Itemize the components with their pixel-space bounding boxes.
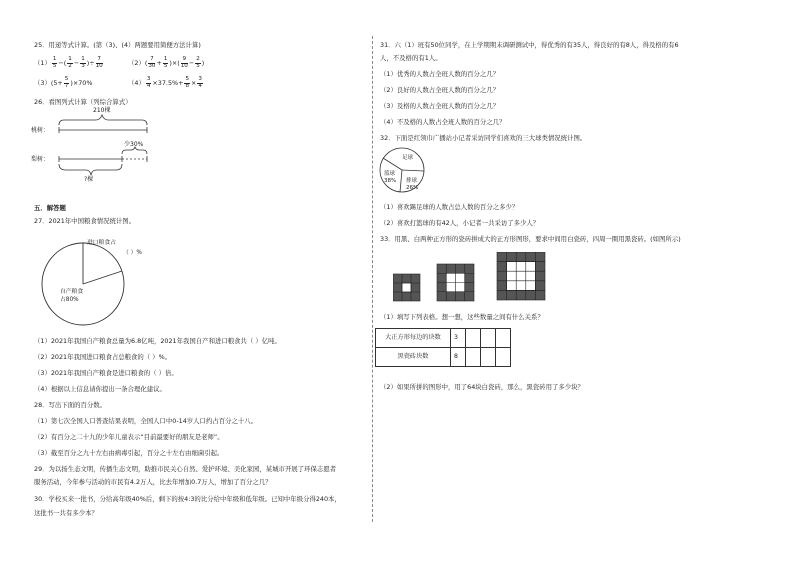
numerator: 1 bbox=[163, 56, 168, 62]
q25-problem-1: （1） $\frac{1}{5}$ −( $\frac{1}{2}$ − $\frac{1}{3}$ )÷ $\frac{7}{10}$ bbox=[34, 56, 103, 69]
q26-title: 26．看图列式计算（列综合算式） bbox=[34, 98, 132, 106]
section-5-heading: 五．解答题 bbox=[34, 204, 66, 212]
q25-problem-3 bbox=[34, 77, 92, 89]
numerator: 9 bbox=[182, 56, 187, 62]
fraction bbox=[52, 57, 58, 69]
numerator: 5 bbox=[64, 76, 69, 82]
denominator: 7 bbox=[64, 82, 69, 89]
denominator: 4 bbox=[198, 82, 202, 89]
q33-table bbox=[375, 328, 511, 367]
football-label: 足球 bbox=[402, 155, 414, 161]
row-header: 大正方形每边的块数 bbox=[376, 329, 451, 348]
tile-figure-4x4 bbox=[437, 264, 474, 301]
table-row bbox=[376, 348, 511, 367]
peach-label: 桃树： bbox=[31, 127, 50, 134]
fraction bbox=[181, 57, 188, 69]
self-label: 自产粮食 bbox=[60, 289, 84, 295]
pear-label: 梨树： bbox=[31, 156, 50, 163]
q28-sub-1: （1）第七次全国人口普查结果表明，全国人口中0-14岁人口约占百分之十八。 bbox=[34, 417, 258, 425]
table-cell: 8 bbox=[451, 348, 466, 367]
q25-problem-2: （2）( $\frac{7}{30}$ + $\frac{1}{5}$ )×( $\frac{9}{10}$ − $\frac{2}{5}$ ) bbox=[128, 56, 205, 69]
white-tiles bbox=[507, 262, 536, 291]
basketball-pct: 38% bbox=[384, 178, 397, 184]
numerator: 7 bbox=[97, 56, 101, 62]
numerator: 2 bbox=[196, 56, 200, 62]
self-pct: 占80% bbox=[60, 297, 79, 303]
denominator: 8 bbox=[185, 82, 189, 89]
label: （3） bbox=[34, 79, 51, 88]
denominator: 5 bbox=[196, 62, 200, 69]
q27-sub-3: （3）2021年我国自产粮食是进口粮食的（ ）倍。 bbox=[34, 369, 178, 377]
q30-line-2: 这批书一共有多少本？ bbox=[34, 509, 98, 517]
table-cell-empty[interactable] bbox=[481, 329, 496, 348]
denominator: 2 bbox=[68, 62, 72, 69]
q31-sub-4: （4）不及格的人数占全班人数的百分之几？ bbox=[380, 118, 506, 126]
q29-line-2: 服务活动，今年参与活动的市民有4.2万人，比去年增加0.7万人，增加了百分之几？ bbox=[34, 478, 272, 486]
numerator: 1 bbox=[68, 56, 72, 62]
volleyball-pct: 26% bbox=[406, 185, 419, 191]
denominator: 3 bbox=[81, 62, 85, 69]
q32-sub-2: （2）喜欢打篮球的有42人，小记者一共采访了多少人？ bbox=[380, 219, 540, 227]
row-header: 黑瓷砖块数 bbox=[376, 348, 451, 367]
q27-sub-2: （2）2021年我国进口粮食占总粮食的（ ）%。 bbox=[34, 353, 172, 361]
q25-problem-4: （4） $\frac{3}{4}$ ×37.5%+ $\frac{5}{8}$ × $\frac{3}{4}$ bbox=[128, 76, 202, 89]
q32-sub-1: （1）喜欢踢足球的人数占总人数的百分之多少？ bbox=[380, 203, 519, 211]
numerator: 3 bbox=[198, 76, 202, 82]
numerator: 5 bbox=[185, 76, 189, 82]
q28-title: 28．写出下面的百分数。 bbox=[34, 401, 107, 409]
numerator: 1 bbox=[52, 56, 57, 62]
fraction bbox=[96, 57, 103, 69]
denominator: 5 bbox=[163, 62, 168, 69]
table-cell-empty[interactable] bbox=[496, 329, 511, 348]
q32-title: 32．下面是红领巾广播站小记者采访同学们喜欢的三大球类情况统计图。 bbox=[380, 134, 587, 142]
column-divider bbox=[372, 36, 373, 522]
fraction bbox=[148, 57, 155, 69]
q25-title: 25．用递等式计算。(第（3)、(4）两题要用简便方法计算) bbox=[34, 41, 201, 49]
total-label: 210棵 bbox=[93, 107, 111, 114]
label: （4） bbox=[128, 79, 145, 88]
q31-sub-2: （2）良好的人数占全班人数的百分之几？ bbox=[380, 86, 500, 94]
q33-tile-figures bbox=[393, 252, 553, 312]
q28-sub-3: （3）截至百分之九十左右由病毒引起，百分之十左右由细菌引起。 bbox=[34, 449, 224, 457]
import-pct: （ ）% bbox=[123, 250, 142, 256]
fraction bbox=[195, 57, 201, 69]
q26-segment-diagram bbox=[34, 110, 184, 182]
q27-title: 27．2021年中国粮食情况统计图。 bbox=[34, 217, 136, 225]
denominator: 30 bbox=[148, 62, 156, 69]
fraction bbox=[64, 77, 70, 89]
table-cell-empty[interactable] bbox=[481, 348, 496, 367]
q30-line-1: 30．学校买来一批书，分给高年级40%后，剩下的按4:3的比分给中年级和低年级。已知中年级分得240本， bbox=[34, 495, 341, 503]
top-brace bbox=[59, 115, 147, 125]
denominator: 4 bbox=[146, 82, 151, 89]
denominator: 10 bbox=[180, 62, 188, 69]
numerator: 7 bbox=[150, 56, 154, 62]
denominator: 5 bbox=[52, 62, 57, 69]
fraction bbox=[197, 77, 203, 89]
basketball-label: 篮球 bbox=[384, 171, 396, 177]
table-cell: 3 bbox=[451, 329, 466, 348]
volleyball-label: 排球 bbox=[406, 178, 418, 184]
q33-sub-2: （2）如果所拼的图形中，用了64块白瓷砖，那么，黑瓷砖用了多少块？ bbox=[380, 383, 584, 391]
numerator: 3 bbox=[146, 76, 151, 82]
less-label: 少30% bbox=[124, 141, 144, 148]
fraction bbox=[80, 57, 86, 69]
q33-title: 33．用黑、白两种正方形的瓷砖拼成大的正方形图形，要求中间用白瓷砖，四周一圈用黑瓷砖。(如图所示) bbox=[380, 235, 681, 243]
table-row bbox=[376, 329, 511, 348]
q27-pie-chart bbox=[38, 240, 128, 330]
fraction bbox=[184, 77, 190, 89]
q29-line-1: 29．为以扬生态文明，传播生态文明，助推市民关心自然、爱护环境、美化家园，某城市开展了环保志愿者 bbox=[34, 465, 337, 473]
fraction bbox=[163, 57, 169, 69]
numerator: 1 bbox=[81, 56, 85, 62]
bottom-brace bbox=[59, 164, 122, 175]
q31-line-1: 31．六（1）班有50位同学，在上学期期末调研测试中，得优秀的有35人，得良好的有8人，得及格的有6 bbox=[380, 41, 679, 49]
label: （2） bbox=[128, 59, 145, 68]
tile-figure-3x3 bbox=[393, 274, 420, 301]
q31-sub-1: （1）优秀的人数占全班人数的百分之几？ bbox=[380, 70, 500, 78]
q27-sub-1: （1）2021年我国自产粮食总量为6.8亿吨，2021年我国自产和进口粮食共（ ）亿吨。 bbox=[34, 337, 281, 345]
q31-line-2: 人，不及格的有1人。 bbox=[380, 54, 442, 62]
label: （1） bbox=[34, 59, 51, 68]
q27-sub-4: （4）根据以上信息请你提出一条合理化建议。 bbox=[34, 385, 166, 393]
q31-sub-3: （3）及格的人数占全班人数的百分之几？ bbox=[380, 102, 500, 110]
tile-figure-5x5 bbox=[497, 252, 545, 300]
expr-prefix: (5+ bbox=[50, 79, 63, 88]
q28-sub-2: （2）有百分之二十九的少年儿童表示“目前最要好的朋友是老师”。 bbox=[34, 433, 224, 441]
fraction bbox=[146, 77, 152, 89]
unknown-label: ?棵 bbox=[84, 176, 94, 183]
table-cell-empty[interactable] bbox=[496, 348, 511, 367]
expr-middle: ×37.5%+ bbox=[152, 79, 184, 88]
table-cell-empty[interactable] bbox=[466, 348, 481, 367]
fraction bbox=[67, 57, 73, 69]
q33-sub-1: （1）填写下列表格。想一想，这些数量之间有什么关系？ bbox=[380, 313, 544, 321]
table-cell-empty[interactable] bbox=[466, 329, 481, 348]
import-label: 进口粮食占 bbox=[87, 240, 116, 246]
expr-suffix: )×70% bbox=[70, 79, 93, 88]
white-tiles bbox=[402, 283, 411, 292]
denominator: 10 bbox=[95, 62, 103, 69]
